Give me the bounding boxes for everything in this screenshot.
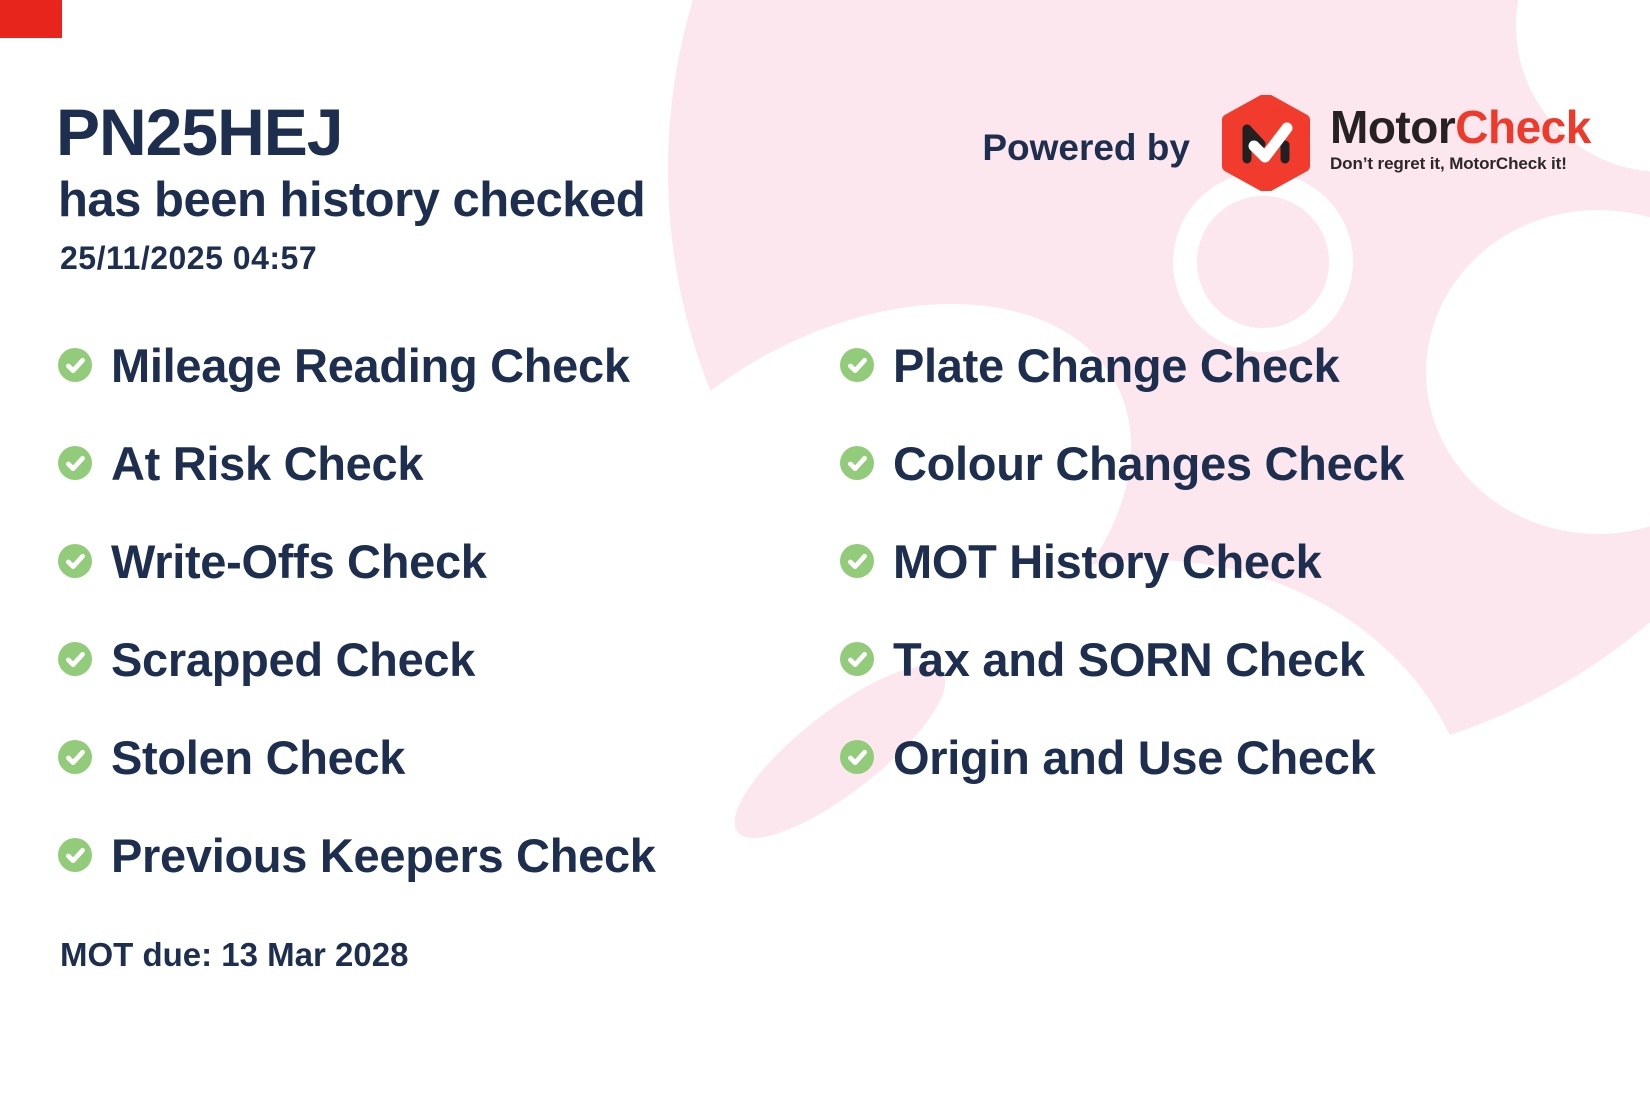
check-list-item	[840, 512, 1404, 610]
check-label: At Risk Check	[111, 436, 424, 490]
check-circle-icon	[58, 838, 92, 872]
check-label: Origin and Use Check	[893, 730, 1376, 784]
check-label: Tax and SORN Check	[893, 632, 1365, 686]
brand-motor: Motor	[1330, 101, 1456, 153]
check-list-left	[58, 316, 656, 904]
check-list-item	[58, 316, 656, 414]
check-circle-icon	[58, 446, 92, 480]
check-list-item	[58, 806, 656, 904]
registration-plate: PN25HEJ	[56, 95, 343, 169]
check-list-item	[58, 610, 656, 708]
powered-by-label: Powered by	[982, 127, 1190, 168]
check-list-item	[840, 414, 1404, 512]
check-circle-icon	[58, 544, 92, 578]
check-circle-icon	[840, 446, 874, 480]
check-label: Mileage Reading Check	[111, 338, 630, 392]
check-label: Plate Change Check	[893, 338, 1340, 392]
motorcheck-logo-icon	[1220, 95, 1312, 191]
check-circle-icon	[58, 348, 92, 382]
check-label: Scrapped Check	[111, 632, 476, 686]
check-list-item	[58, 708, 656, 806]
brand-tagline: Don’t regret it, MotorCheck it!	[1330, 154, 1567, 174]
brand-name	[1330, 103, 1610, 151]
check-label: MOT History Check	[893, 534, 1322, 588]
check-circle-icon	[58, 642, 92, 676]
check-circle-icon	[840, 348, 874, 382]
check-list-item	[840, 708, 1404, 806]
check-circle-icon	[840, 642, 874, 676]
check-list-right	[840, 316, 1404, 806]
check-list-item	[840, 316, 1404, 414]
check-circle-icon	[58, 740, 92, 774]
check-list-item	[58, 512, 656, 610]
check-label: Previous Keepers Check	[111, 828, 656, 882]
check-label: Write-Offs Check	[111, 534, 487, 588]
check-circle-icon	[840, 544, 874, 578]
mot-due-note: MOT due: 13 Mar 2028	[60, 936, 409, 973]
headline: has been history checked	[58, 173, 646, 227]
corner-red-mark	[0, 0, 62, 38]
check-label: Stolen Check	[111, 730, 406, 784]
check-label: Colour Changes Check	[893, 436, 1405, 490]
brand-check: Check	[1455, 101, 1591, 153]
brand-block	[1330, 103, 1610, 174]
check-circle-icon	[840, 740, 874, 774]
check-list-item	[840, 610, 1404, 708]
check-list-item	[58, 414, 656, 512]
check-timestamp: 25/11/2025 04:57	[60, 240, 318, 276]
